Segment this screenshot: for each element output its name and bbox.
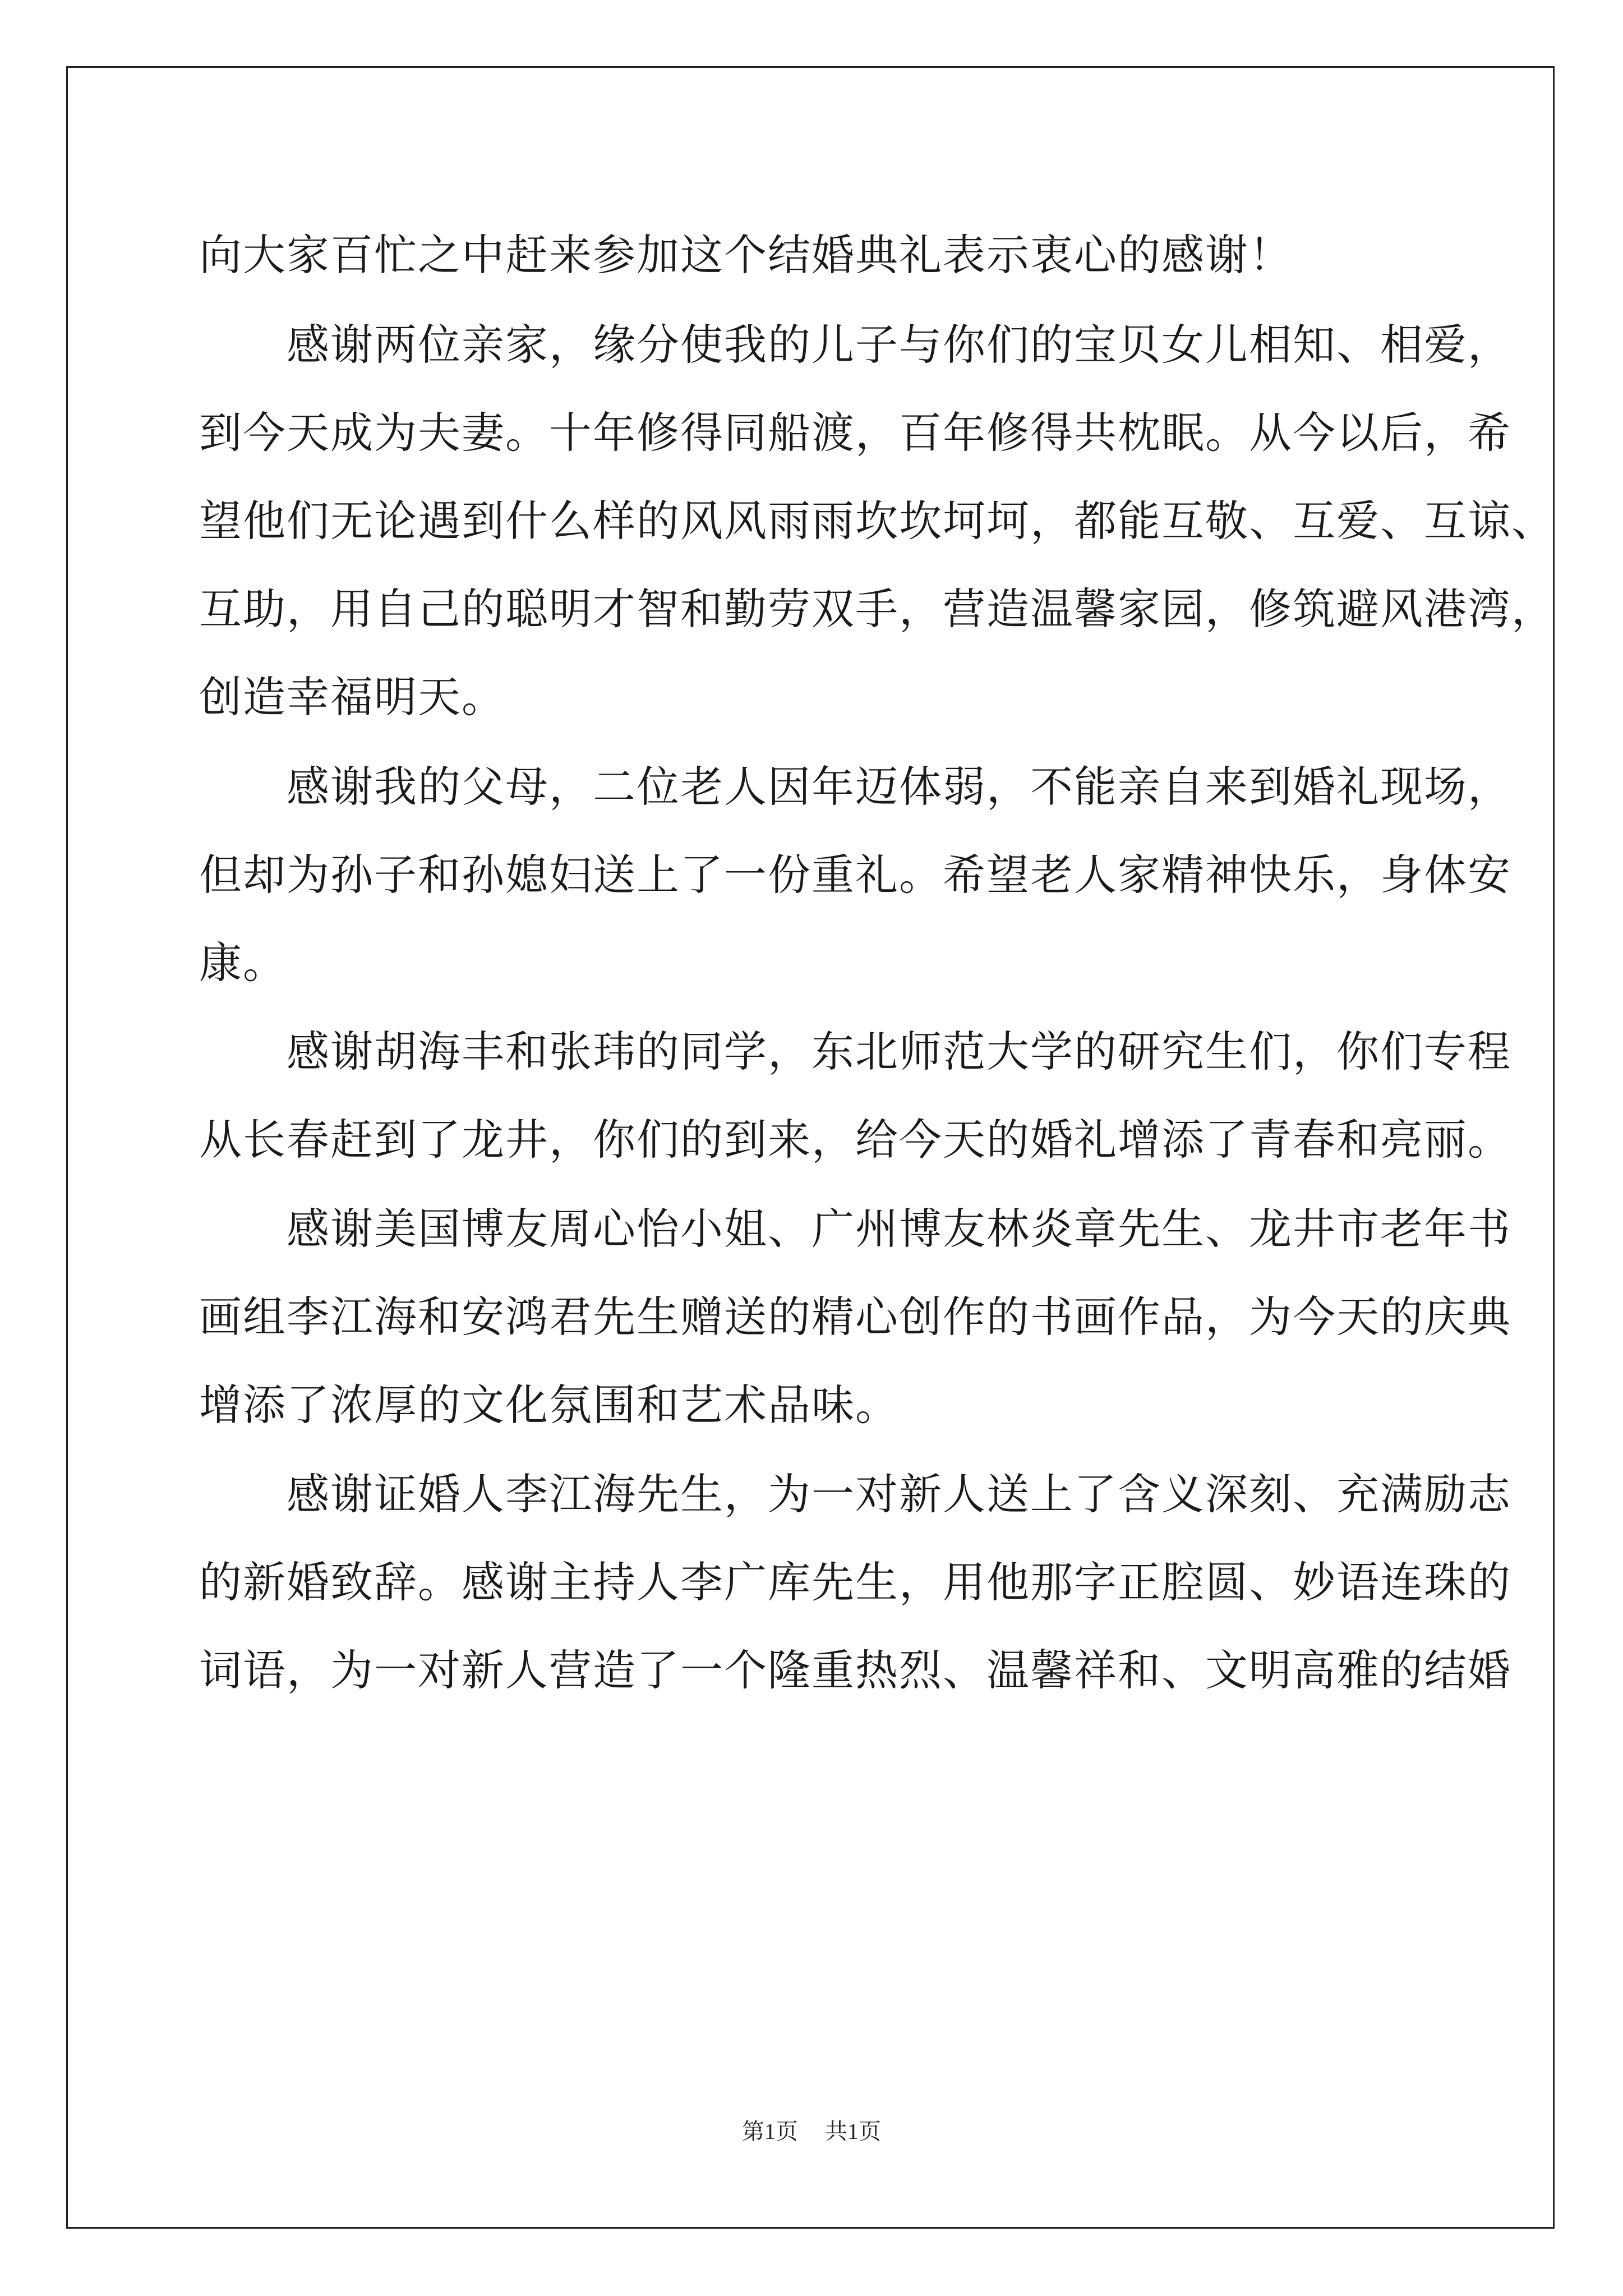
- text-line: 康。: [199, 938, 287, 988]
- text-line: 创造幸福明天。: [199, 672, 505, 722]
- text-line: 向大家百忙之中赶来参加这个结婚典礼表示衷心的感谢！: [199, 230, 1293, 280]
- text-line: 感谢胡海丰和张玮的同学，东北师范大学的研究生们，你们专程: [199, 1027, 1511, 1076]
- text-line: 词语，为一对新人营造了一个隆重热烈、温馨祥和、文明高雅的结婚: [199, 1645, 1511, 1695]
- text-line: 感谢证婚人李江海先生，为一对新人送上了含义深刻、充满励志: [199, 1469, 1511, 1519]
- text-line: 但却为孙子和孙媳妇送上了一份重礼。希望老人家精神快乐，身体安: [199, 850, 1511, 900]
- text-line: 互助，用自己的聪明才智和勤劳双手，营造温馨家园，修筑避风港湾，: [199, 584, 1555, 634]
- text-line: 增添了浓厚的文化氛围和艺术品味。: [199, 1380, 899, 1430]
- text-line: 感谢美国博友周心怡小姐、广州博友林炎章先生、龙井市老年书: [199, 1204, 1511, 1254]
- page-number: 第1页: [742, 2119, 798, 2144]
- text-line: 感谢两位亲家，缘分使我的儿子与你们的宝贝女儿相知、相爱，: [199, 320, 1511, 370]
- page-total: 共1页: [825, 2119, 881, 2144]
- text-line: 望他们无论遇到什么样的风风雨雨坎坎坷坷，都能互敬、互爱、互谅、: [199, 496, 1555, 546]
- text-line: 画组李江海和安鸿君先生赠送的精心创作的书画作品，为今天的庆典: [199, 1292, 1511, 1342]
- page-footer: [0, 2115, 1623, 2148]
- text-line: 从长春赶到了龙井，你们的到来，给今天的婚礼增添了青春和亮丽。: [199, 1115, 1511, 1165]
- text-line: 到今天成为夫妻。十年修得同船渡，百年修得共枕眠。从今以后，希: [199, 408, 1511, 458]
- text-line: 的新婚致辞。感谢主持人李广库先生，用他那字正腔圆、妙语连珠的: [199, 1557, 1511, 1607]
- text-line: 感谢我的父母，二位老人因年迈体弱，不能亲自来到婚礼现场，: [199, 762, 1511, 812]
